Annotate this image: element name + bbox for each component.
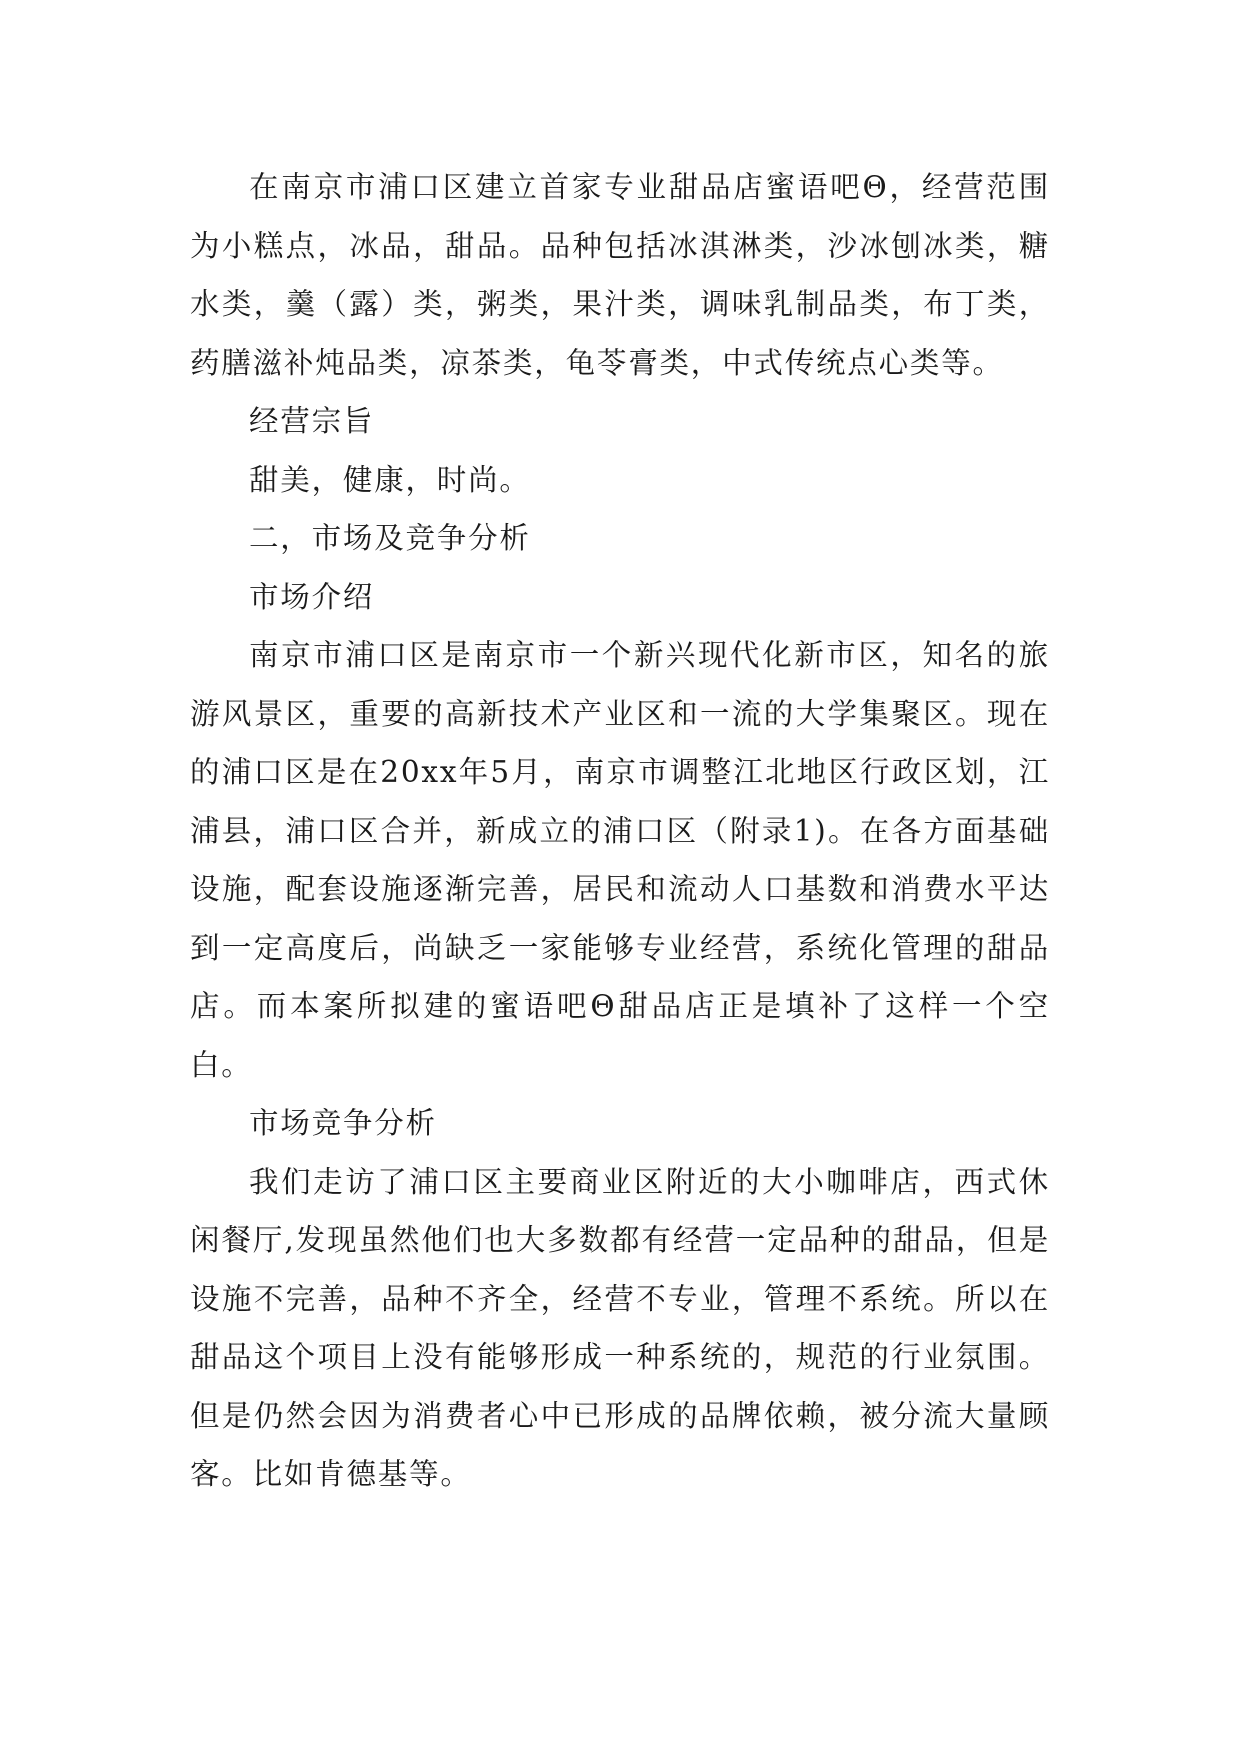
paragraph-business-scope: 在南京市浦口区建立首家专业甜品店蜜语吧Θ，经营范围为小糕点，冰品，甜品。品种包括冰淇淋类，沙冰刨冰类，糖水类，羹（露）类，粥类，果汁类，调味乳制品类，布丁类，药膳滋补炖品类，凉茶类，龟苓膏类，中式传统点心类等。 (190, 170, 1050, 380)
heading-competition-analysis: 市场竞争分析 (249, 1106, 437, 1140)
paragraph-market-introduction: 南京市浦口区是南京市一个新兴现代化新市区，知名的旅游风景区，重要的高新技术产业区和一流的大学集聚区。现在的浦口区是在20xx年5月，南京市调整江北地区行政区划，江浦县，浦口区合并，新成立的浦口区（附录1)。在各方面基础设施，配套设施逐渐完善，居民和流动人口基数和消费水平达到一定高度后，尚缺乏一家能够专业经营，系统化管理的甜品店。而本案所拟建的蜜语吧Θ甜品店正是填补了这样一个空白。 (190, 638, 1050, 1082)
paragraph-business-purpose: 甜美，健康，时尚。 (249, 462, 531, 497)
heading-business-purpose: 经营宗旨 (249, 404, 375, 438)
heading-market-introduction: 市场介绍 (249, 579, 375, 614)
paragraph-competition-analysis: 我们走访了浦口区主要商业区附近的大小咖啡店，西式休闲餐厅,发现虽然他们也大多数都有经营一定品种的甜品，但是设施不完善，品种不齐全，经营不专业，管理不系统。所以在甜品这个项目上没有能够形成一种系统的，规范的行业氛围。但是仍然会因为消费者心中已形成的品牌依赖，被分流大量顾客。比如肯德基等。 (190, 1164, 1050, 1491)
document-body (190, 158, 1050, 1504)
heading-market-competition-analysis: 二，市场及竞争分析 (249, 521, 531, 555)
